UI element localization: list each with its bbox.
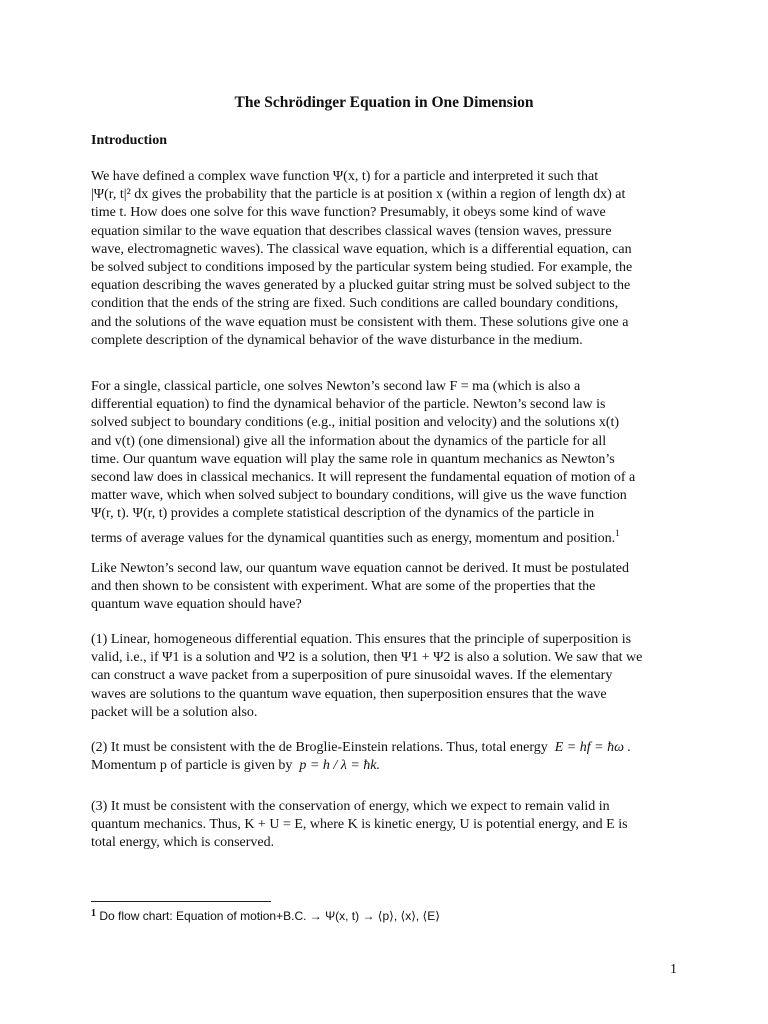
paragraph-intro <box>91 168 681 350</box>
text-line: For a single, classical particle, one solves Newton’s second law F = ma (which is also a <box>91 379 581 394</box>
text-line: time. Our quantum wave equation will play the same role in quantum mechanics as Newton’s <box>91 451 615 467</box>
text-line: second law does in classical mechanics. It will represent the fundamental equation of motion of a <box>91 470 636 486</box>
text-line: and v(t) (one dimensional) give all the information about the dynamics of the particle for all <box>91 433 607 449</box>
text-line: waves are solutions to the quantum wave equation, then superposition ensures that the wave <box>91 686 607 702</box>
footnote-divider <box>91 901 271 902</box>
text-segment: (2) It must be consistent with the de Broglie-Einstein relations. Thus, total energy <box>91 740 548 755</box>
text-line: matter wave, which when solved subject to boundary conditions, will give us the wave function <box>91 488 627 504</box>
text-line: Like Newton’s second law, our quantum wave equation cannot be derived. It must be postulated <box>91 561 629 576</box>
text-line: wave, electromagnetic waves). The classical wave equation, which is a differential equation, can <box>91 241 632 257</box>
text-line: equation describing the waves generated by a plucked guitar string must be solved subject to the <box>91 278 631 294</box>
text-line <box>91 739 681 757</box>
document-title: The Schrödinger Equation in One Dimension <box>234 94 534 111</box>
section-heading: Introduction <box>91 133 167 148</box>
text-line: time t. How does one solve for this wave function? Presumably, it obeys some kind of wave <box>91 205 606 221</box>
text-line: equation similar to the wave equation that describes classical waves (tension waves, pressure <box>91 223 612 239</box>
text-segment: Momentum p of particle is given by <box>91 758 293 774</box>
footnote-text: Do flow chart: Equation of motion+B.C. → Ψ(x, t) → ⟨p⟩, ⟨x⟩, ⟨E⟩ <box>99 909 440 923</box>
text-line: and the solutions of the wave equation must be consistent with them. These solutions give one a <box>91 314 629 330</box>
text-line: total energy, which is conserved. <box>91 835 275 851</box>
text-line: condition that the ends of the string are fixed. Such conditions are called boundary conditions, <box>91 296 619 312</box>
text-line: differential equation) to find the dynamical behavior of the particle. Newton’s second law is <box>91 397 606 413</box>
text-line: (3) It must be consistent with the conservation of energy, which we expect to remain valid in <box>91 799 610 814</box>
text-line: |Ψ(r, t|² dx gives the probability that the particle is at position x (within a region of length dx) at <box>91 187 626 203</box>
text-line: quantum wave equation should have? <box>91 597 302 613</box>
paragraph-property-3 <box>91 798 681 853</box>
text-line: terms of average values for the dynamical quantities such as energy, momentum and position. <box>91 530 616 546</box>
text-line: Ψ(r, t). Ψ(r, t) provides a complete statistical description of the dynamics of the particle in <box>91 506 595 522</box>
paragraph-property-1 <box>91 631 681 722</box>
text-line: solved subject to boundary conditions (e.g., initial position and velocity) and the solutions x(t) <box>91 415 620 431</box>
paragraph-postulate <box>91 560 681 615</box>
page-number: 1 <box>670 962 677 977</box>
paragraph-property-2 <box>91 739 681 775</box>
momentum-equation: p = h / λ = ħk. <box>299 758 380 774</box>
energy-equation: E = hf = ħω . <box>554 740 631 755</box>
text-line-with-footnote <box>91 524 681 548</box>
text-line: can construct a wave packet from a superposition of pure sinusoidal waves. If the elementary <box>91 668 613 684</box>
text-line: and then shown to be consistent with experiment. What are some of the properties that the <box>91 579 596 595</box>
footnote <box>91 908 440 923</box>
paragraph-newton <box>91 378 681 548</box>
text-line: (1) Linear, homogeneous differential equation. This ensures that the principle of superposition is <box>91 632 632 647</box>
text-line: packet will be a solution also. <box>91 704 258 720</box>
text-line: be solved subject to conditions imposed by the particular system being studied. For example, the <box>91 260 633 276</box>
footnote-marker: 1 <box>615 527 620 538</box>
text-line <box>91 757 681 775</box>
text-line: complete description of the dynamical behavior of the wave disturbance in the medium. <box>91 332 583 348</box>
text-line: quantum mechanics. Thus, K + U = E, where K is kinetic energy, U is potential energy, and E is <box>91 817 628 833</box>
footnote-number: 1 <box>91 908 96 919</box>
text-line: valid, i.e., if Ψ1 is a solution and Ψ2 is a solution, then Ψ1 + Ψ2 is also a solution. We saw that we <box>91 650 643 666</box>
text-line: We have defined a complex wave function Ψ(x, t) for a particle and interpreted it such that <box>91 169 599 184</box>
